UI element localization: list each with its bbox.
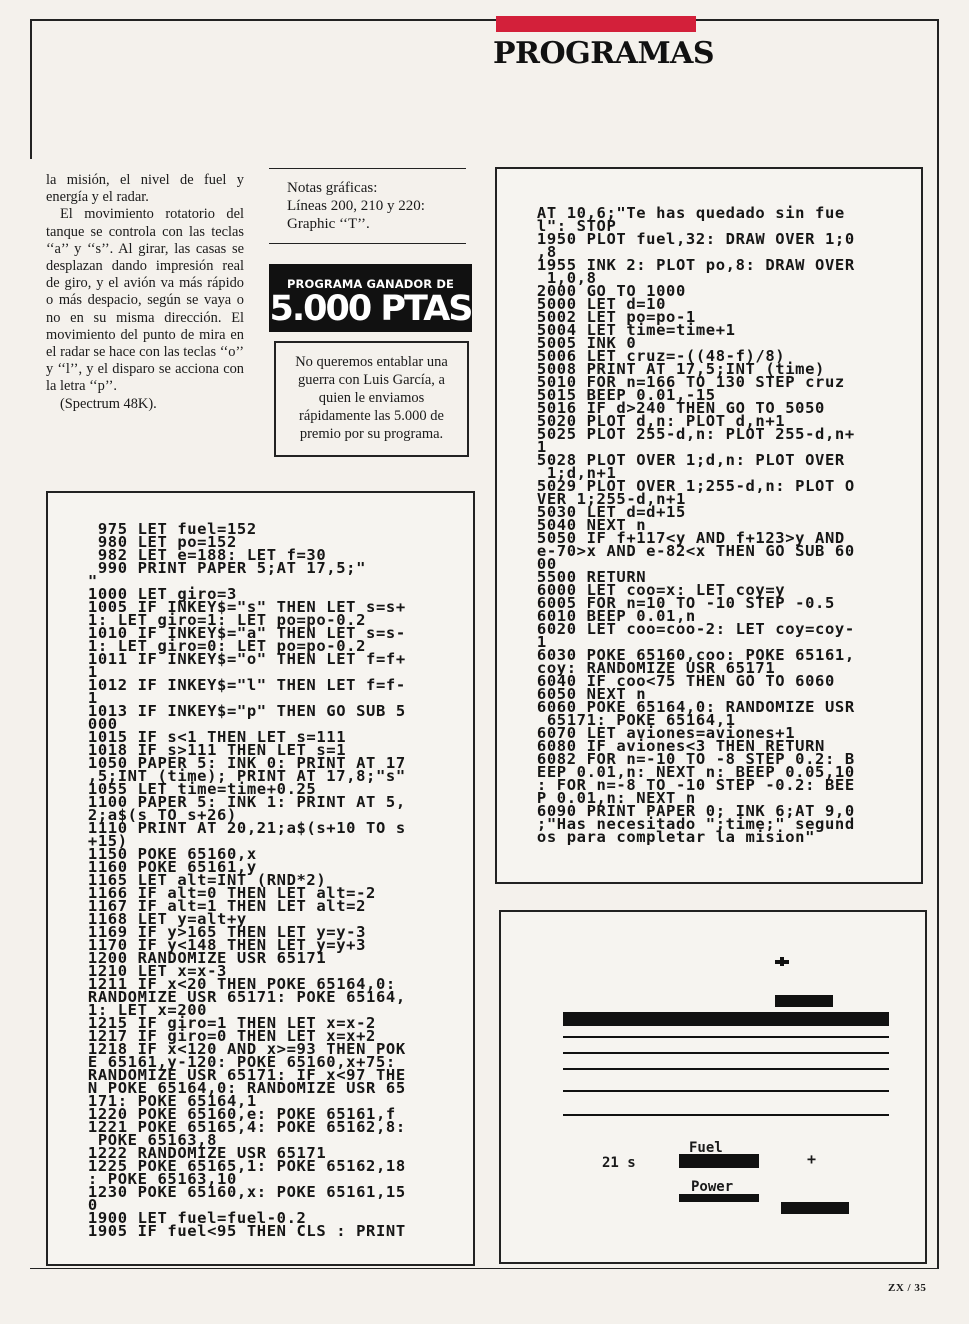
frame-left-line — [30, 19, 32, 159]
frame-right-line — [937, 19, 939, 1269]
crosshair-icon: + — [807, 1150, 817, 1168]
notes-line-1: Notas gráficas: — [287, 180, 378, 196]
fuel-label: Fuel — [689, 1140, 723, 1156]
time-readout: 21 s — [602, 1155, 636, 1171]
ground-lines-icon — [563, 1036, 889, 1116]
section-title: PROGRAMAS — [493, 36, 715, 71]
listing-right-box — [495, 167, 923, 884]
intro-paragraph-1: la misión, el nivel de fuel y energía y el radar. — [46, 172, 244, 206]
listing-right-code: AT 10,6;"Te has quedado sin fue l": STOP 1950 PLOT fuel,32: DRAW OVER 1;0 ,8 1955 INK 2: PLOT po,8: DRAW OVER 1,0,8 2000 GO TO 1000 5000 LET d=10 5002 LET po=po-1 5004 LET time=time+1 5005 INK 0 5006 LET cruz=-((48-f)/8) 5008 PRINT AT 17,5;INT (time) 5010 FOR n=166 TO 130 STEP cruz 5015 BEEP 0.01,-15 5016 IF d>240 THEN GO TO 5050 5020 PLOT d,n: PLOT d,n+1 5025 PLOT 255-d,n: PLOT 255-d,n+ 1 5028 PLOT OVER 1;d,n: PLOT OVER 1;d,n+1 5029 PLOT OVER 1;255-d,n: PLOT O VER 1;255-d,n+1 5030 LET d=d+15 5040 NEXT n 5050 IF f+117<y AND f+123>y AND e-70>x AND e-82<x THEN GO SUB 60 00 5500 RETURN 6000 LET coo=x: LET coy=y 6005 FOR n=10 TO -10 STEP -0.5 6010 BEEP 0.01,n 6020 LET coo=coo-2: LET coy=coy- 1 6030 POKE 65160,coo: POKE 65161, coy: RANDOMIZE USR 65171 6040 IF coo<75 THEN GO TO 6060 6050 NEXT n 6060 POKE 65164,0: RANDOMIZE USR 65171: POKE 65164,1 6070 LET aviones=aviones+1 6080 IF aviones<3 THEN RETURN 6082 FOR n=-10 TO -8 STEP 0.2: B EEP 0.01,n: NEXT n: BEEP 0.05,10 : FOR n=-8 TO -10 STEP -0.2: BEE P 0.01,n: NEXT n 6090 PRINT PAPER 0; INK 6;AT 9,0 ;"Has necesitado ";time;" segund os para completar la mision" — [536, 204, 855, 846]
notes-line-2: Líneas 200, 210 y 220: — [287, 198, 425, 214]
section-red-bar — [496, 16, 696, 32]
prize-line-1: PROGRAMA GANADOR DE — [287, 277, 454, 291]
listing-left-code: 975 LET fuel=152 980 LET po=152 982 LET e=188: LET f=30 990 PRINT PAPER 5;AT 17,5;" " 1000 LET giro=3 1005 IF INKEY$="s" THEN LET s=s+ 1: LET giro=1: LET po=po-0.2 1010 IF INKEY$="a" THEN LET s=s- 1: LET giro=0: LET po=po-0.2 1011 IF INKEY$="o" THEN LET f=f+ 1 1012 IF INKEY$="l" THEN LET f=f- 1 1013 IF INKEY$="p" THEN GO SUB 5 000 1015 IF s<1 THEN LET s=111 1018 IF s>111 THEN LET s=1 1050 PAPER 5: INK 0: PRINT AT 17 ,5;INT (time); PRINT AT 17,8;"s" 1055 LET time=time+0.25 1100 PAPER 5: INK 1: PRINT AT 5, 2;a$(s TO s+26) 1110 PRINT AT 20,21;a$(s+10 TO s +15) 1150 POKE 65160,x 1160 POKE 65161,y 1165 LET alt=INT (RND*2) 1166 IF alt=0 THEN LET alt=-2 1167 IF alt=1 THEN LET alt=2 1168 LET y=alt+y 1169 IF y>165 THEN LET y=y-3 1170 IF y<148 THEN LET y=y+3 1200 RANDOMIZE USR 65171 1210 LET x=x-3 1211 IF x<20 THEN POKE 65164,0: RANDOMIZE USR 65171: POKE 65164, 1: LET x=200 1215 IF giro=1 THEN LET x=x-2 1217 IF giro=0 THEN LET x=x+2 1218 IF x<120 AND x>=93 THEN POK E 65161,y-120: POKE 65160,x+75: RANDOMIZE USR 65171: IF x<97 THE N POKE 65164,0: RANDOMIZE USR 65 171: POKE 65164,1 1220 POKE 65160,e: POKE 65161,f 1221 POKE 65165,4: POKE 65162,8: POKE 65163,8 1222 RANDOMIZE USR 65171 1225 POKE 65165,1: POKE 65162,18 : POKE 65163,10 1230 POKE 65160,x: POKE 65161,15 0 1900 LET fuel=fuel-0.2 1905 IF fuel<95 THEN CLS : PRINT — [87, 520, 406, 1240]
enemy-plane-icon — [775, 957, 789, 966]
power-label: Power — [691, 1179, 734, 1195]
intro-text — [46, 172, 244, 413]
building-silhouette-icon — [775, 995, 833, 1007]
power-gauge-icon — [679, 1194, 849, 1214]
game-screen — [499, 910, 927, 1264]
winner-note: No queremos entablar una guerra con Luis García, a quien le enviamos rápidamente las 5.000 de premio por su programa. — [274, 341, 469, 457]
fuel-gauge-icon — [679, 1154, 759, 1168]
frame-top-line — [30, 19, 938, 21]
notes-line-3: Graphic ‘‘T’’. — [287, 216, 370, 232]
intro-paragraph-2: El movimiento rotatorio del tanque se controla con las teclas ‘‘a’’ y ‘‘s’’. Al girar, las casas se desplazan dando impresión real de giro, y el avión va más rápido o más despacio, según se vaya o no en su misma dirección. El movimiento del punto de mira en el radar se hace con las teclas ‘‘o’’ y ‘‘l’’, y el disparo se acciona con la letra ‘‘p’’. — [46, 206, 244, 395]
page-footer: ZX / 35 — [888, 1282, 927, 1294]
game-screen-graphics — [501, 912, 925, 1262]
intro-paragraph-3: (Spectrum 48K). — [60, 395, 157, 412]
graphic-notes — [269, 168, 466, 244]
prize-amount: 5.000 PTAS — [269, 289, 472, 329]
prize-banner — [269, 264, 472, 332]
listing-left-box — [46, 491, 475, 1266]
horizon-bar-icon — [563, 1012, 889, 1026]
frame-bottom-line — [30, 1268, 939, 1269]
